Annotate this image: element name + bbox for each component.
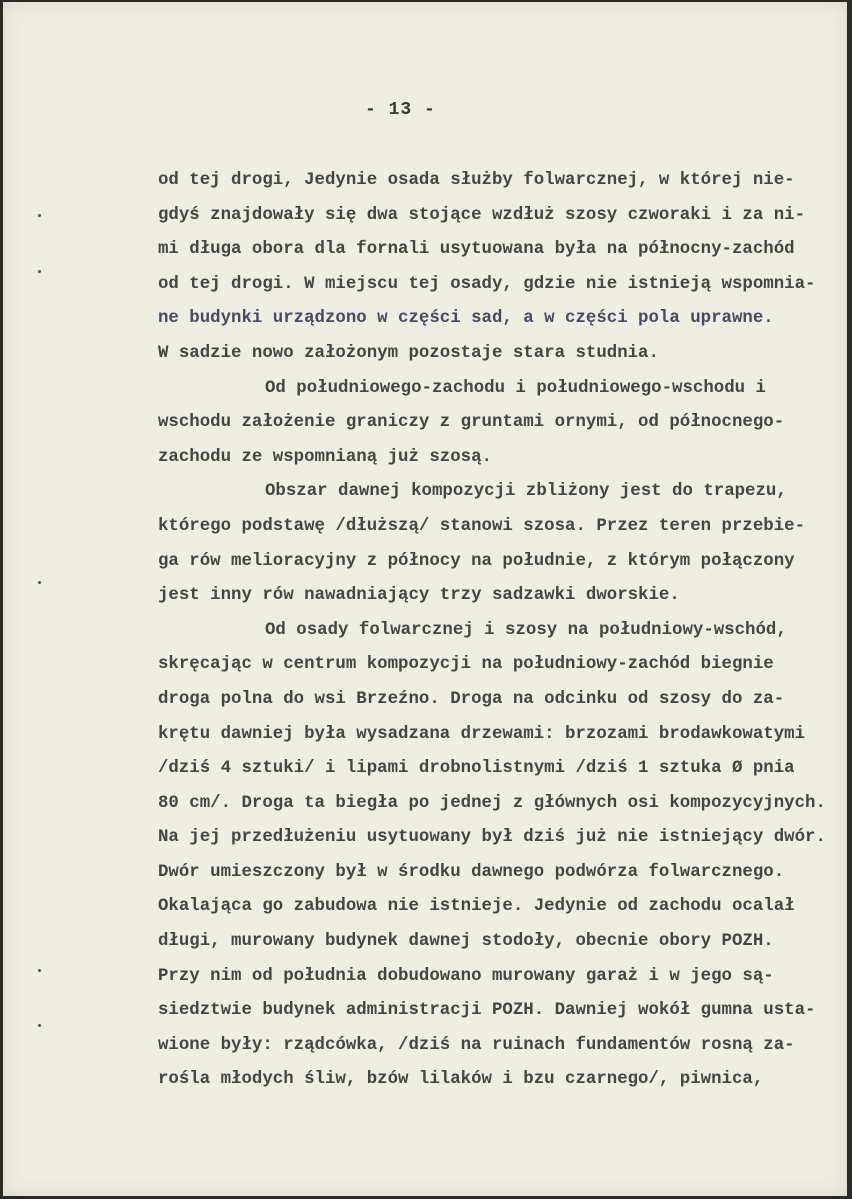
text-line: jest inny rów nawadniający trzy sadzawki dworskie. bbox=[158, 586, 680, 606]
text-line: krętu dawniej była wysadzana drzewami: brzozami brodawkowatymi bbox=[158, 724, 806, 744]
margin-mark bbox=[38, 214, 41, 217]
text-line: siedztwie budynek administracji POZH. Dawniej wokół gumna usta- bbox=[158, 1001, 816, 1021]
text-line: gdyś znajdowały się dwa stojące wzdłuż szosy czworaki i za ni- bbox=[158, 205, 806, 225]
text-line: ne budynki urządzono w części sad, a w części pola uprawne. bbox=[158, 309, 774, 329]
text-line: wione były: rządcówka, /dziś na ruinach fundamentów rosną za- bbox=[158, 1035, 795, 1055]
text-line: /dziś 4 sztuki/ i lipami drobnolistnymi /dziś 1 sztuka Ø pnia bbox=[158, 759, 795, 779]
text-line: Okalająca go zabudowa nie istnieje. Jedynie od zachodu ocalał bbox=[158, 897, 795, 917]
text-line: wschodu założenie graniczy z gruntami ornymi, od północnego- bbox=[158, 413, 785, 433]
document-body bbox=[158, 164, 838, 1098]
margin-mark bbox=[38, 1024, 41, 1027]
text-line: 80 cm/. Droga ta biegła po jednej z głównych osi kompozycyjnych. bbox=[158, 793, 826, 813]
text-line: długi, murowany budynek dawnej stodoły, obecnie obory POZH. bbox=[158, 932, 774, 952]
text-line: Na jej przedłużeniu usytuowany był dziś już nie istniejący dwór. bbox=[158, 828, 826, 848]
text-line: W sadzie nowo założonym pozostaje stara studnia. bbox=[158, 343, 659, 363]
text-line: mi długa obora dla fornali usytuowana była na północny-zachód bbox=[158, 240, 795, 260]
text-line: skręcając w centrum kompozycji na południowy-zachód biegnie bbox=[158, 655, 774, 675]
text-line: ga rów melioracyjny z północy na południe, z którym połączony bbox=[158, 551, 795, 571]
document-page bbox=[3, 2, 847, 1196]
margin-mark bbox=[38, 581, 41, 584]
text-line: Przy nim od południa dobudowano murowany garaż i w jego są- bbox=[158, 966, 774, 986]
text-line: Obszar dawnej kompozycji zbliżony jest do trapezu, bbox=[265, 482, 787, 502]
text-line: od tej drogi, Jedynie osada służby folwarcznej, w której nie- bbox=[158, 171, 795, 190]
text-line: rośla młodych śliw, bzów lilaków i bzu czarnego/, piwnica, bbox=[158, 1070, 764, 1090]
text-line: którego podstawę /dłuższą/ stanowi szosa. Przez teren przebie- bbox=[158, 516, 806, 536]
text-line: Dwór umieszczony był w środku dawnego podwórza folwarcznego. bbox=[158, 862, 785, 882]
text-line: Od południowego-zachodu i południowego-wschodu i bbox=[265, 378, 766, 398]
text-line: Od osady folwarcznej i szosy na południowy-wschód, bbox=[265, 620, 787, 640]
margin-mark bbox=[38, 270, 41, 273]
text-line: droga polna do wsi Brzeźno. Droga na odcinku od szosy do za- bbox=[158, 689, 785, 709]
text-line: od tej drogi. W miejscu tej osady, gdzie nie istnieją wspomnia- bbox=[158, 274, 816, 294]
page-number: - 13 - bbox=[365, 100, 436, 120]
margin-mark bbox=[38, 969, 41, 972]
text-line: zachodu ze wspomnianą już szosą. bbox=[158, 447, 492, 467]
